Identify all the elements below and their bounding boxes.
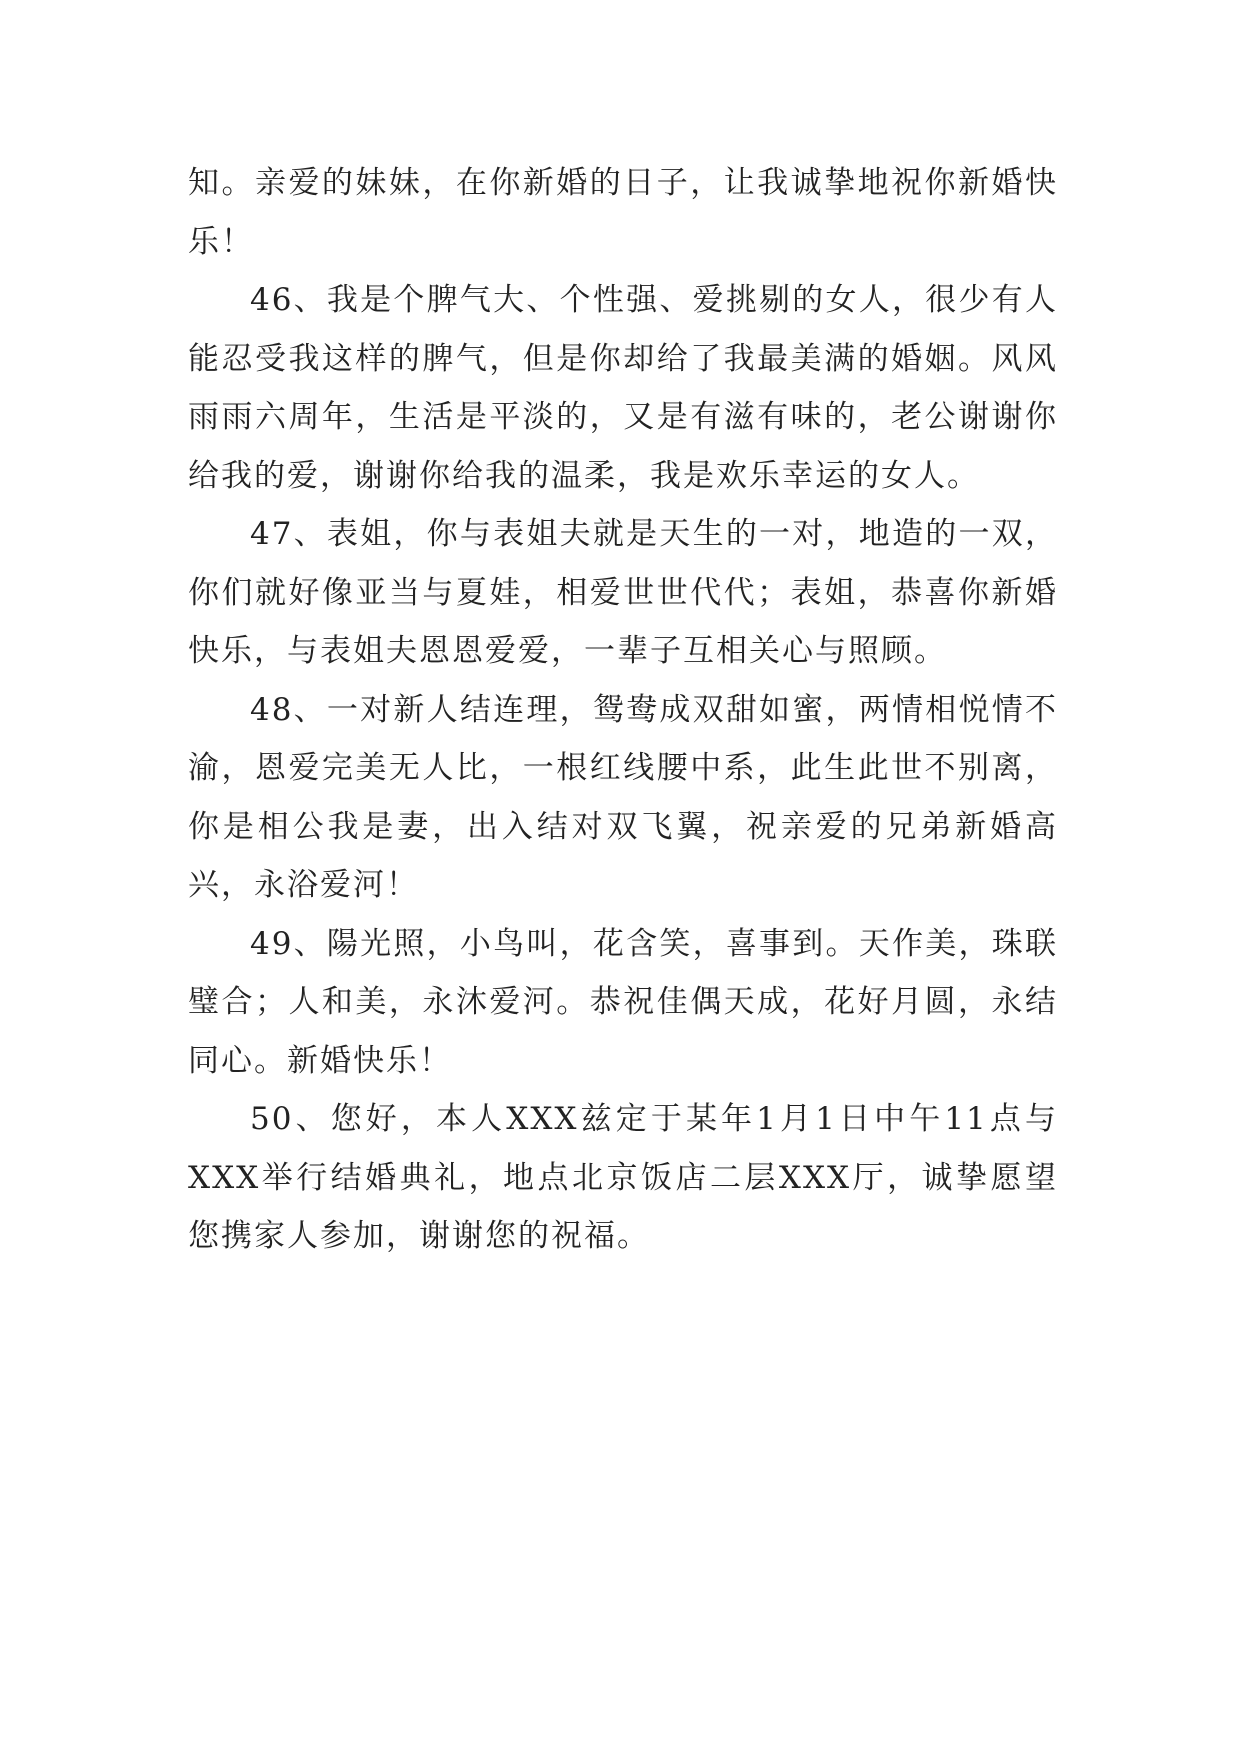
paragraph-46: 46、我是个脾气大、个性强、爱挑剔的女人，很少有人能忍受我这样的脾气，但是你却给了我最美满的婚姻。风风雨雨六周年，生活是平淡的，又是有滋有味的，老公谢谢你给我的爱，谢谢你给我的温柔，我是欢乐幸运的女人。 (188, 282, 1058, 494)
paragraph-48: 48、一对新人结连理，鸳鸯成双甜如蜜，两情相悦情不渝，恩爱完美无人比，一根红线腰中系，此生此世不别离，你是相公我是妻，出入结对双飞翼，祝亲爱的兄弟新婚高兴，永浴爱河！ (188, 691, 1058, 903)
paragraph-47: 47、表姐，你与表姐夫就是天生的一对，地造的一双，你们就好像亚当与夏娃，相爱世世代代；表姐，恭喜你新婚快乐，与表姐夫恩恩爱爱，一辈子互相关心与照顾。 (188, 516, 1058, 669)
paragraph-continuation: 知。亲爱的妹妹，在你新婚的日子，让我诚挚地祝你新婚快乐！ (188, 165, 1058, 260)
paragraph-49: 49、陽光照，小鸟叫，花含笑，喜事到。天作美，珠联璧合；人和美，永沐爱河。恭祝佳偶天成，花好月圆，永结同心。新婚快乐！ (188, 925, 1058, 1079)
document-body (188, 154, 1058, 1266)
paragraph-50: 50、您好，本人XXX兹定于某年1月1日中午11点与XXX举行结婚典礼，地点北京饭店二层XXX厅，诚挚愿望您携家人参加，谢谢您的祝福。 (188, 1101, 1058, 1254)
